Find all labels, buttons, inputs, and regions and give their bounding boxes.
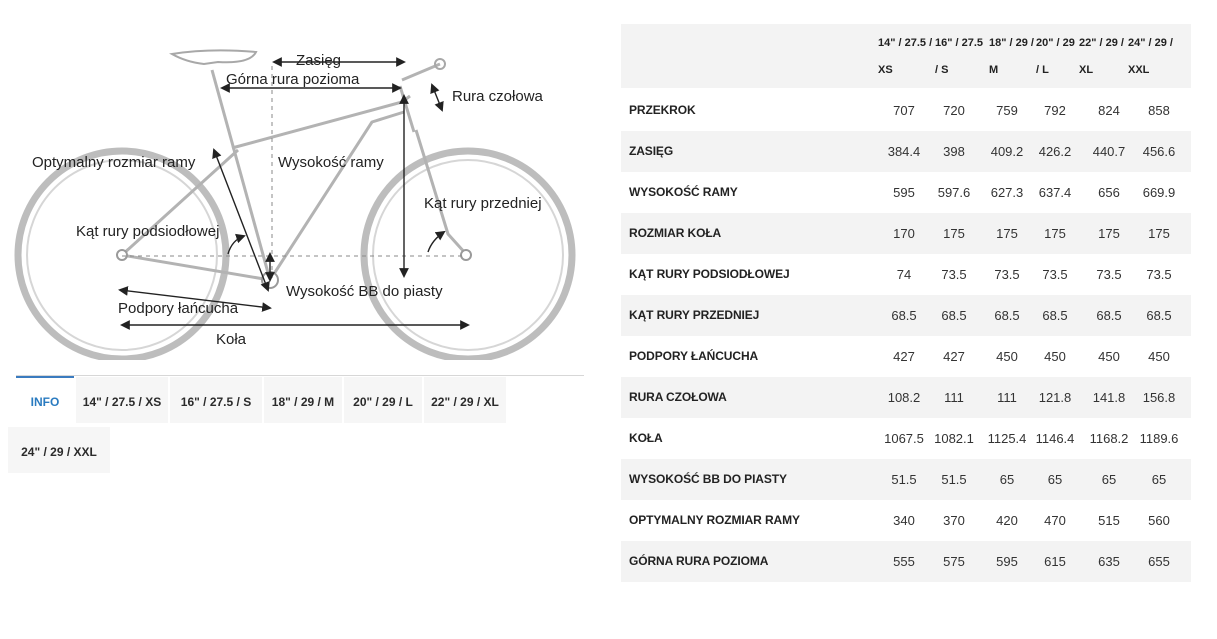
table-cell: 669.9 (1142, 185, 1176, 200)
table-cell: 858 (1148, 103, 1170, 118)
table-cell: 68.5 (891, 308, 917, 323)
table-cell: 65 (1151, 472, 1167, 487)
header-m-line1: 18" / 29 / (989, 37, 1034, 49)
seat-angle-arc (228, 236, 244, 254)
table-cell: 1168.2 (1089, 431, 1129, 446)
table-cell: 175 (1148, 226, 1170, 241)
header-l-line1: 20" / 29 (1036, 37, 1075, 49)
label-reach: Zasięg (296, 52, 342, 69)
row-label: PODPORY ŁAŃCUCHA (629, 349, 759, 363)
header-xxl-line2: XXL (1128, 64, 1150, 76)
label-chainstay: Podpory łańcucha (118, 300, 239, 317)
header-xs-line1: 14" / 27.5 / (878, 37, 933, 49)
table-header-row (621, 24, 1191, 88)
label-head-tube: Rura czołowa (452, 88, 543, 105)
chainstay (122, 255, 270, 280)
label-seat-angle: Kąt rury podsiodłowej (76, 223, 220, 240)
table-cell: 73.5 (1096, 267, 1122, 282)
header-xxl-line1: 24" / 29 / (1128, 37, 1173, 49)
table-cell: 175 (1044, 226, 1066, 241)
head-angle-arc (428, 232, 444, 252)
table-cell: 175 (1098, 226, 1120, 241)
header-xl-line2: XL (1079, 64, 1094, 76)
seat-tube (212, 70, 270, 280)
table-cell: 73.5 (1146, 267, 1172, 282)
table-cell: 635 (1098, 554, 1120, 569)
tab-size-s[interactable]: 16" / 27.5 / S (170, 377, 262, 423)
row-label: WYSOKOŚĆ BB DO PIASTY (629, 472, 787, 486)
table-cell: 68.5 (1042, 308, 1068, 323)
bike-geometry-diagram (0, 40, 600, 360)
table-cell: 108.2 (887, 390, 921, 405)
label-head-angle: Kąt rury przedniej (424, 195, 542, 212)
header-s-line2: / S (935, 64, 949, 76)
table-cell: 1125.4 (987, 431, 1027, 446)
header-m-line2: M (989, 64, 999, 76)
table-row (621, 541, 1191, 582)
table-cell: 51.5 (941, 472, 967, 487)
table-cell: 1082.1 (934, 431, 974, 446)
label-wheelbase: Koła (216, 331, 247, 348)
table-cell: 121.8 (1038, 390, 1072, 405)
table-cell: 456.6 (1142, 144, 1176, 159)
table-row (621, 213, 1191, 254)
tab-info[interactable]: INFO (16, 377, 74, 423)
table-cell: 655 (1148, 554, 1170, 569)
table-cell: 615 (1044, 554, 1066, 569)
table-cell: 175 (943, 226, 965, 241)
table-cell: 384.4 (887, 144, 921, 159)
table-cell: 1067.5 (884, 431, 924, 446)
table-cell: 65 (1047, 472, 1063, 487)
row-label: ROZMIAR KOŁA (629, 226, 722, 240)
table-row (621, 254, 1191, 295)
head-tube-arrow (432, 85, 442, 110)
table-cell: 595 (893, 185, 915, 200)
table-row (621, 500, 1191, 541)
top-tube (232, 96, 410, 148)
tab-size-m[interactable]: 18" / 29 / M (264, 377, 342, 423)
header-l-line2: / L (1036, 64, 1049, 76)
tab-size-xxl[interactable]: 24" / 29 / XXL (8, 427, 110, 473)
table-cell: 370 (943, 513, 965, 528)
label-frame-height: Wysokość ramy (278, 154, 384, 171)
table-cell: 111 (944, 390, 964, 405)
table-cell: 575 (943, 554, 965, 569)
table-cell: 440.7 (1092, 144, 1126, 159)
table-cell: 792 (1044, 103, 1066, 118)
size-tabs (8, 375, 584, 475)
table-cell: 450 (1098, 349, 1120, 364)
table-cell: 73.5 (994, 267, 1020, 282)
table-cell: 515 (1098, 513, 1120, 528)
table-cell: 156.8 (1142, 390, 1176, 405)
row-label: KOŁA (629, 431, 663, 445)
tab-size-xl[interactable]: 22" / 29 / XL (424, 377, 506, 423)
table-cell: 398 (943, 144, 965, 159)
table-cell: 595 (996, 554, 1018, 569)
table-cell: 340 (893, 513, 915, 528)
table-cell: 420 (996, 513, 1018, 528)
table-cell: 450 (1148, 349, 1170, 364)
saddle (172, 50, 256, 64)
table-cell: 141.8 (1092, 390, 1126, 405)
table-cell: 627.3 (990, 185, 1024, 200)
front-hub (461, 250, 471, 260)
row-label: OPTYMALNY ROZMIAR RAMY (629, 513, 800, 527)
table-cell: 65 (999, 472, 1015, 487)
tabs-divider (16, 375, 584, 376)
table-cell: 450 (1044, 349, 1066, 364)
table-row (621, 459, 1191, 500)
table-row (621, 131, 1191, 172)
label-bb-drop: Wysokość BB do piasty (286, 283, 443, 300)
rear-hub (117, 250, 127, 260)
table-cell: 68.5 (1096, 308, 1122, 323)
table-cell: 427 (893, 349, 915, 364)
row-label: RURA CZOŁOWA (629, 390, 727, 404)
table-cell: 720 (943, 103, 965, 118)
table-cell: 1146.4 (1035, 431, 1075, 446)
tab-size-l[interactable]: 20" / 29 / L (344, 377, 422, 423)
row-label: ZASIĘG (629, 144, 674, 158)
stem-bar (402, 64, 440, 80)
table-cell: 73.5 (941, 267, 967, 282)
table-cell: 555 (893, 554, 915, 569)
table-cell: 68.5 (941, 308, 967, 323)
table-cell: 450 (996, 349, 1018, 364)
row-label: PRZEKROK (629, 103, 696, 117)
table-row (621, 90, 1191, 131)
head-tube (400, 86, 414, 132)
table-cell: 65 (1101, 472, 1117, 487)
table-cell: 426.2 (1038, 144, 1072, 159)
table-cell: 656 (1098, 185, 1120, 200)
table-cell: 111 (997, 390, 1017, 405)
table-cell: 560 (1148, 513, 1170, 528)
table-cell: 759 (996, 103, 1018, 118)
table-row (621, 377, 1191, 418)
table-row (621, 295, 1191, 336)
table-cell: 74 (896, 267, 912, 282)
table-cell: 597.6 (937, 185, 971, 200)
table-row (621, 336, 1191, 377)
table-row (621, 418, 1191, 459)
table-cell: 68.5 (994, 308, 1020, 323)
table-cell: 1189.6 (1139, 431, 1179, 446)
table-cell: 427 (943, 349, 965, 364)
row-label: WYSOKOŚĆ RAMY (629, 185, 738, 199)
table-cell: 470 (1044, 513, 1066, 528)
table-cell: 707 (893, 103, 915, 118)
table-cell: 73.5 (1042, 267, 1068, 282)
row-label: KĄT RURY PRZEDNIEJ (629, 308, 760, 322)
table-cell: 824 (1098, 103, 1120, 118)
row-label: GÓRNA RURA POZIOMA (629, 554, 769, 568)
table-row (621, 172, 1191, 213)
header-xs-line2: XS (878, 64, 893, 76)
header-xl-line1: 22" / 29 / (1079, 37, 1124, 49)
table-cell: 51.5 (891, 472, 917, 487)
table-cell: 68.5 (1146, 308, 1172, 323)
table-cell: 170 (893, 226, 915, 241)
table-cell: 175 (996, 226, 1018, 241)
row-label: KĄT RURY PODSIODŁOWEJ (629, 267, 790, 281)
header-s-line1: 16" / 27.5 (935, 37, 984, 49)
label-top-tube: Górna rura pozioma (226, 71, 360, 88)
label-optimal-frame: Optymalny rozmiar ramy (32, 154, 196, 171)
table-cell: 637.4 (1038, 185, 1072, 200)
table-cell: 409.2 (990, 144, 1024, 159)
tab-size-xs[interactable]: 14" / 27.5 / XS (76, 377, 168, 423)
